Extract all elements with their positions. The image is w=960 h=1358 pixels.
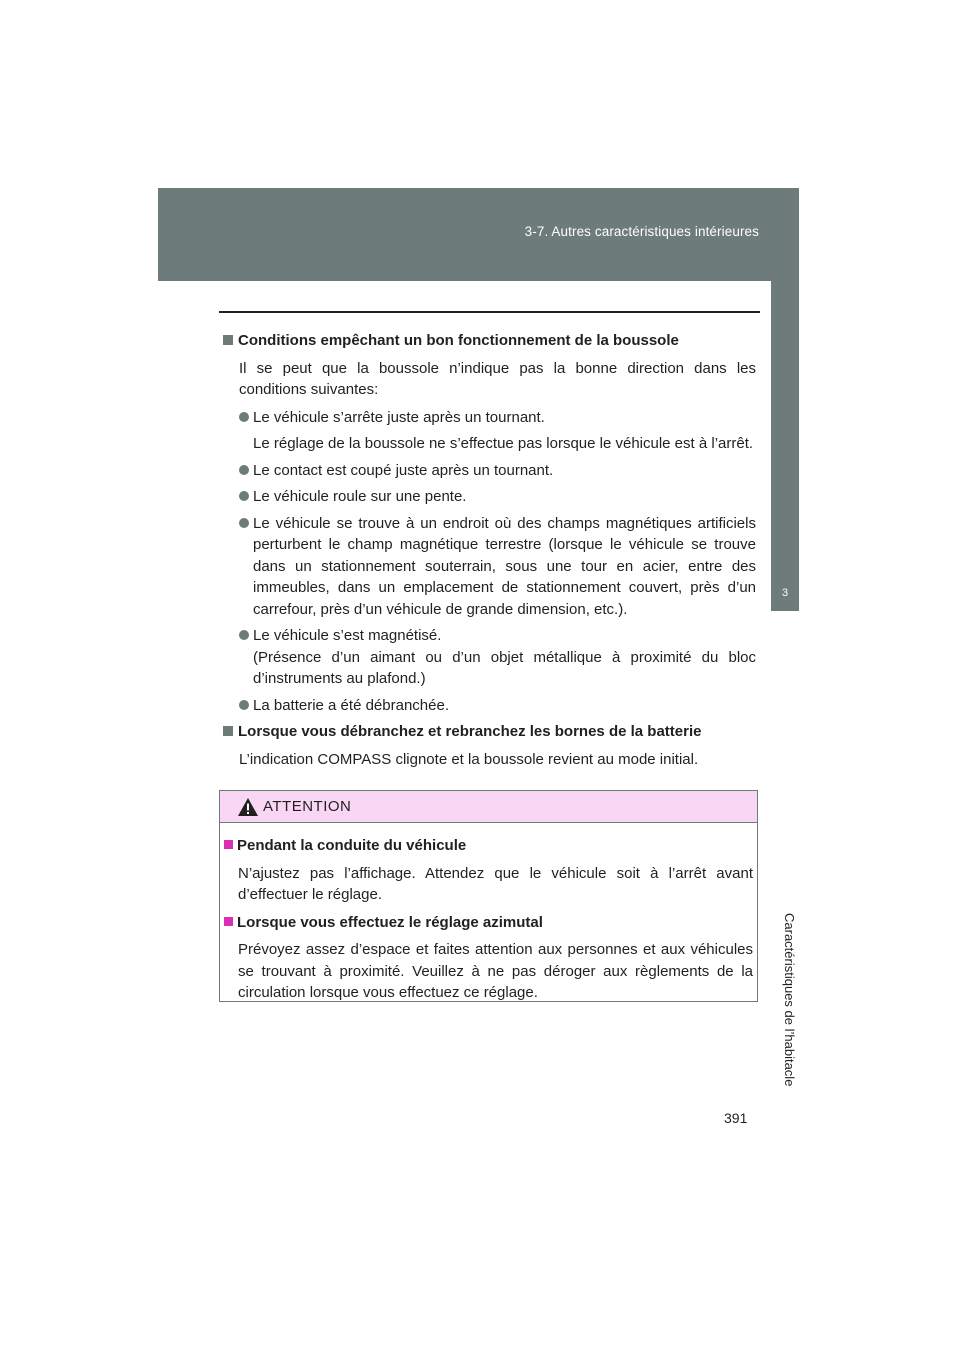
warning-title: ATTENTION (263, 798, 352, 815)
circle-bullet-icon (239, 491, 249, 501)
section-heading (221, 330, 756, 352)
section-heading (221, 721, 756, 743)
header-band (158, 188, 799, 281)
warning-body (220, 823, 757, 1004)
list-item (239, 486, 756, 508)
square-bullet-icon (224, 917, 233, 926)
circle-bullet-icon (239, 465, 249, 475)
warning-heading (220, 835, 753, 857)
list-item-text: Le contact est coupé juste après un tournant. (253, 461, 554, 479)
warning-paragraph: Prévoyez assez d’espace et faites attention aux personnes et aux véhicules se trouvant à proximité. Veuillez à ne pas déroger aux règlements de la circulation lorsque vous effectuez ce réglage. (238, 941, 753, 1001)
circle-bullet-icon (239, 412, 249, 422)
main-content (221, 330, 756, 776)
paragraph: L’indication COMPASS clignote et la boussole revient au mode initial. (239, 750, 699, 768)
list-item-text: Le véhicule s’est magnétisé. (253, 627, 442, 644)
list-item-text: Le véhicule s’arrête juste après un tournant. (253, 408, 545, 426)
section-heading-text: Lorsque vous débranchez et rebranchez les bornes de la batterie (238, 723, 702, 740)
list-item (239, 407, 756, 455)
warning-paragraph: N’ajustez pas l’affichage. Attendez que le véhicule soit à l’arrêt avant d’effectuer le réglage. (238, 864, 753, 903)
warning-header (220, 791, 757, 823)
circle-bullet-icon (239, 630, 249, 640)
section-heading-text: Conditions empêchant un bon fonctionnement de la boussole (238, 332, 679, 349)
square-bullet-icon (223, 726, 233, 736)
warning-heading-text: Pendant la conduite du véhicule (237, 837, 467, 854)
page-number: 391 (724, 1110, 748, 1126)
chapter-number: 3 (781, 587, 789, 599)
list-item-text: La batterie a été débranchée. (253, 696, 449, 714)
list-item (239, 513, 756, 621)
circle-bullet-icon (239, 700, 249, 710)
list-item (239, 460, 756, 482)
list-item-subtext: Le réglage de la boussole ne s’effectue pas lorsque le véhicule est à l’arrêt. (253, 435, 754, 452)
warning-triangle-icon (237, 797, 259, 817)
circle-bullet-icon (239, 518, 249, 528)
list-item-note: (Présence d’un aimant ou d’un objet métallique à proximité du bloc d’instruments au plafond.) (253, 648, 756, 687)
chapter-tab (771, 281, 799, 1358)
square-bullet-icon (224, 840, 233, 849)
section-title: 3-7. Autres caractéristiques intérieures (524, 224, 759, 239)
chapter-title: Caractéristiques de l’habitacle (782, 913, 797, 1087)
list-item (239, 695, 756, 717)
warning-heading (220, 912, 753, 934)
warning-heading-text: Lorsque vous effectuez le réglage azimutal (237, 913, 543, 931)
warning-box (219, 790, 758, 1002)
list-item (239, 625, 756, 690)
top-rule (219, 311, 760, 313)
paragraph: Il se peut que la boussole n’indique pas la bonne direction dans les conditions suivantes: (239, 359, 756, 398)
list-item-text: Le véhicule roule sur une pente. (253, 488, 467, 505)
list-item-text: Le véhicule se trouve à un endroit où des champs magnétiques artificiels perturbent le champ magnétique terrestre (lorsque le véhicule se trouve dans un stationnement souterrain, sous une tour en acier, entre des immeubles, dans un emplacement de stationnement couvert, près d’un carrefour, près d’un véhicule de grande dimension, etc.). (253, 514, 756, 618)
square-bullet-icon (223, 335, 233, 345)
chapter-number-block (771, 281, 799, 611)
